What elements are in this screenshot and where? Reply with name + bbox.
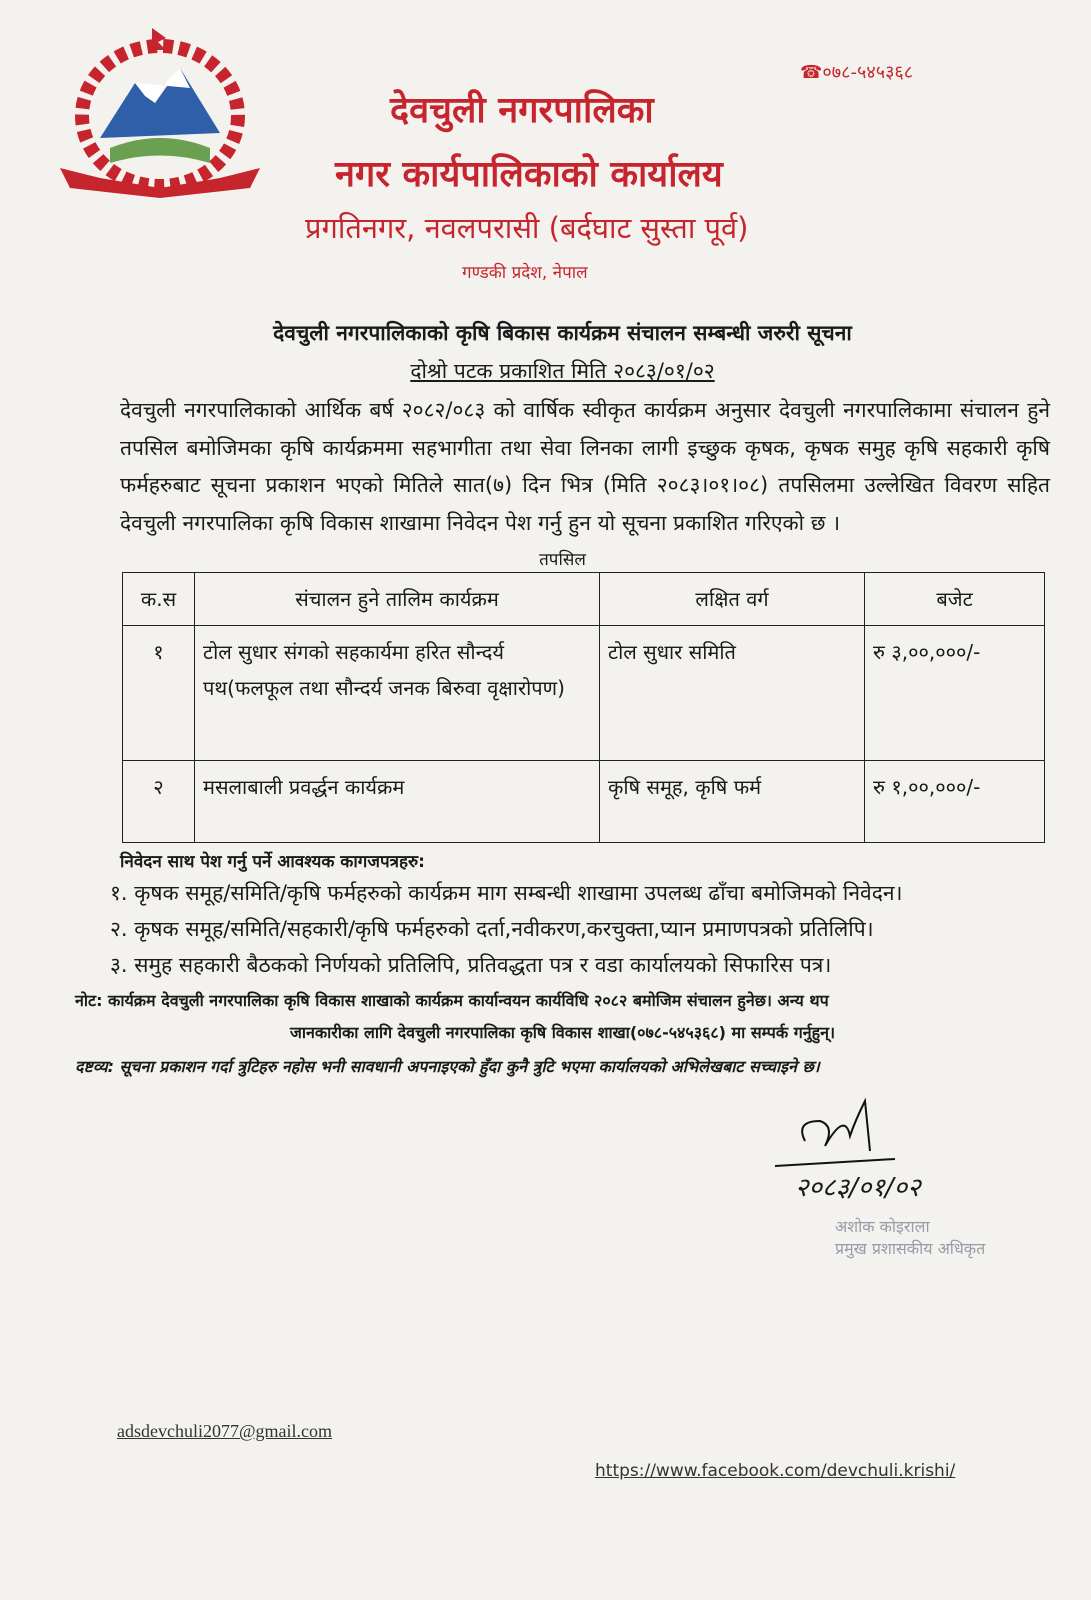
cell-target: कृषि समूह, कृषि फर्म: [600, 761, 865, 843]
cell-budget: रु १,००,०००/-: [865, 761, 1045, 843]
document-item: १. कृषक समूह/समिति/कृषि फर्महरुको कार्यक्रम माग सम्बन्धी शाखामा उपलब्ध ढाँचा बमोजिमको निवेदन।: [110, 881, 903, 905]
notice-subtitle: दोश्रो पटक प्रकाशित मिति २०८३/०१/०२: [410, 359, 715, 383]
disclaimer: दष्टव्य: सूचना प्रकाशन गर्दा त्रुटिहरु नहोस भनी सावधानी अपनाइएको हुँदा कुनै त्रुटि भएमा कार्यालयको अभिलेखबाट सच्चाइने छ।: [75, 1057, 820, 1076]
cell-sn: १: [123, 626, 195, 761]
table-header-row: [123, 573, 1045, 626]
table-row: [123, 626, 1045, 761]
stamp-title: प्रमुख प्रशासकीय अधिकृत: [835, 1239, 986, 1258]
program-table: [122, 572, 1045, 843]
table-row: [123, 761, 1045, 843]
notice-body: देवचुली नगरपालिकाको आर्थिक बर्ष २०८२/०८३ को वार्षिक स्वीकृत कार्यक्रम अनुसार देवचुली नगरपालिकामा संचालन हुने तपसिल बमोजिमका कृषि कार्यक्रममा सहभागीता तथा सेवा लिनका लागी इच्छुक कृषक, कृषक समुह कृषि सहकारी कृषि फर्महरुबाट सूचना प्रकाशन भएको मितिले सात(७) दिन भित्र (मिति २०८३।०१।०८) तपसिलमा उल्लेखित विवरण सहित देवचुली नगरपालिका कृषि विकास शाखामा निवेदन पेश गर्नु हुन यो सूचना प्रकाशित गरिएको छ ।: [120, 398, 1050, 535]
footer: [75, 1421, 1050, 1531]
header-sn: क.स: [123, 573, 195, 626]
email-link[interactable]: adsdevchuli2077@gmail.com: [117, 1421, 333, 1441]
notice-title: देवचुली नगरपालिकाको कृषि बिकास कार्यक्रम संचालन सम्बन्धी जरुरी सूचना: [273, 321, 852, 345]
note-line-1: नोट: कार्यक्रम देवचुली नगरपालिका कृषि विकास शाखाको कार्यक्रम कार्यान्वयन कार्यविधि २०८२ बमोजिम संचालन हुनेछ। अन्य थप: [75, 991, 829, 1010]
note-line-2: जानकारीका लागि देवचुली नगरपालिका कृषि विकास शाखा(०७८-५४५३६८) मा सम्पर्क गर्नुहुन्।: [289, 1023, 836, 1042]
cell-sn: २: [123, 761, 195, 843]
table-caption: तपसिल: [539, 550, 586, 570]
official-stamp: [835, 1216, 985, 1260]
cell-program: टोल सुधार संगको सहकार्यमा हरित सौन्दर्य पथ(फलफूल तथा सौन्दर्य जनक बिरुवा वृक्षारोपण): [195, 626, 600, 761]
cell-budget: रु ३,००,०००/-: [865, 626, 1045, 761]
header-program: संचालन हुने तालिम कार्यक्रम: [195, 573, 600, 626]
signature-date: २०८३/०१/०२: [795, 1173, 921, 1203]
stamp-name: अशोक कोइराला: [835, 1217, 930, 1236]
cell-program: मसलाबाली प्रवर्द्धन कार्यक्रम: [195, 761, 600, 843]
header-target: लक्षित वर्ग: [600, 573, 865, 626]
office-name: नगर कार्यपालिकाको कार्यालय: [335, 154, 723, 195]
municipality-name: देवचुली नगरपालिका: [390, 90, 654, 131]
header-budget: बजेट: [865, 573, 1045, 626]
signature-block: [75, 1091, 1050, 1301]
document-item: २. कृषक समूह/समिति/सहकारी/कृषि फर्महरुको दर्ता,नवीकरण,करचुक्ता,प्यान प्रमाणपत्रको प्रतिलिपि।: [110, 917, 874, 941]
cell-target: टोल सुधार समिति: [600, 626, 865, 761]
signature-image: [775, 1091, 975, 1171]
facebook-link[interactable]: https://www.facebook.com/devchuli.krishi/: [595, 1461, 956, 1481]
documents-title: निवेदन साथ पेश गर्नु पर्ने आवश्यक कागजपत्रहरु:: [120, 852, 425, 872]
document-item: ३. समुह सहकारी बैठकको निर्णयको प्रतिलिपि, प्रतिवद्धता पत्र र वडा कार्यालयको सिफारिस पत्र।: [110, 953, 832, 977]
province: गण्डकी प्रदेश, नेपाल: [462, 263, 588, 283]
office-address: प्रगतिनगर, नवलपरासी (बर्दघाट सुस्ता पूर्व): [305, 211, 749, 245]
notice-content: [75, 318, 1050, 1531]
phone-number: ☎०७८-५४५३६८: [800, 62, 914, 83]
nepal-emblem-logo: [60, 28, 260, 198]
